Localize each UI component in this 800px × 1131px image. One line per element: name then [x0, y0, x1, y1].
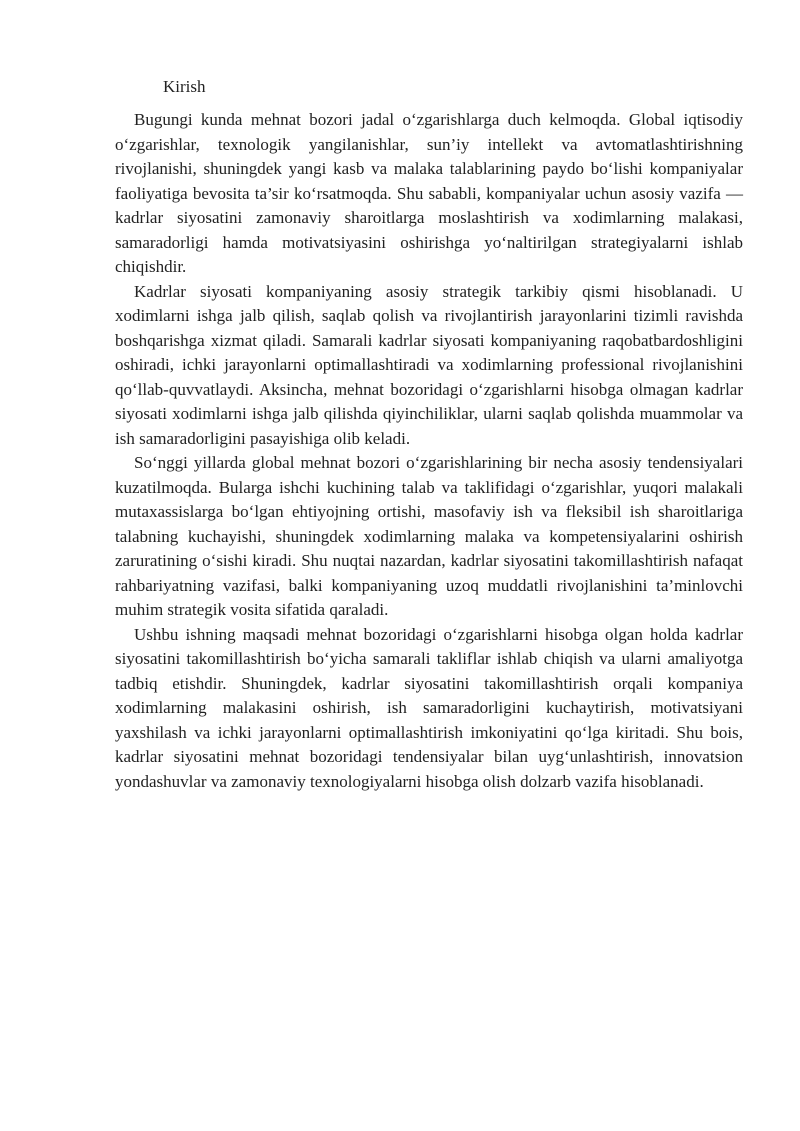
- paragraph-3: Soʻnggi yillarda global mehnat bozori oʻzgarishlarining bir necha asosiy tendensiyalari kuzatilmoqda. Bularga ishchi kuchining talab va taklifidagi oʻzgarishlar, yuqori malakali mutaxassislarga boʻlgan ehtiyojning ortishi, masofaviy ish va fleksibil ish sharoitlariga talabning kuchayishi, shuningdek xodimlarning malaka va kompetensiyalarini oshirish zaruratining oʻsishi kiradi. Shu nuqtai nazardan, kadrlar siyosatini takomillashtirish nafaqat rahbariyatning vazifasi, balki kompaniyaning uzoq muddatli rivojlanishini ta’minlovchi muhim strategik vosita sifatida qaraladi.: [115, 453, 743, 619]
- paragraph-1: Bugungi kunda mehnat bozori jadal oʻzgarishlarga duch kelmoqda. Global iqtisodiy oʻzgarishlar, texnologik yangilanishlar, sun’iy intellekt va avtomatlashtirishning rivojlanishi, shuningdek yangi kasb va malaka talablarining paydo boʻlishi kompaniyalar faoliyatiga bevosita ta’sir koʻrsatmoqda. Shu sababli, kompaniyalar uchun asosiy vazifa — kadrlar siyosatini zamonaviy sharoitlarga moslashtirish va xodimlarning malakasi, samaradorligi hamda motivatsiyasini oshirishga yoʻnaltirilgan strategiyalarni ishlab chiqishdir.: [115, 110, 743, 276]
- body-text: [115, 108, 743, 794]
- section-heading: Kirish: [163, 77, 206, 96]
- paragraph-2: Kadrlar siyosati kompaniyaning asosiy strategik tarkibiy qismi hisoblanadi. U xodimlarni ishga jalb qilish, saqlab qolish va rivojlantirish jarayonlarini tizimli ravishda boshqarishga xizmat qiladi. Samarali kadrlar siyosati kompaniyaning raqobatbardoshligini oshiradi, ichki jarayonlarni optimallashtiradi va xodimlarning professional rivojlanishini qoʻllab-quvvatlaydi. Aksincha, mehnat bozoridagi oʻzgarishlarni hisobga olmagan kadrlar siyosati xodimlarni ishga jalb qilishda qiyinchiliklar, ularni saqlab qolishda muammolar va ish samaradorligini pasayishiga olib keladi.: [115, 281, 743, 448]
- paragraph-4: Ushbu ishning maqsadi mehnat bozoridagi oʻzgarishlarni hisobga olgan holda kadrlar siyosatini takomillashtirish boʻyicha samarali takliflar ishlab chiqish va ularni amaliyotga tadbiq etishdir. Shuningdek, kadrlar siyosatini takomillashtirish orqali kompaniya xodimlarning malakasini oshirish, ish samaradorligini kuchaytirish, motivatsiyani yaxshilash va ichki jarayonlarni optimallashtirish imkoniyatini qoʻlga kiritadi. Shu bois, kadrlar siyosatini mehnat bozoridagi tendensiyalar bilan uygʻunlashtirish, innovatsion yondashuvlar va zamonaviy texnologiyalarni hisobga olish dolzarb vazifa hisoblanadi.: [115, 624, 743, 791]
